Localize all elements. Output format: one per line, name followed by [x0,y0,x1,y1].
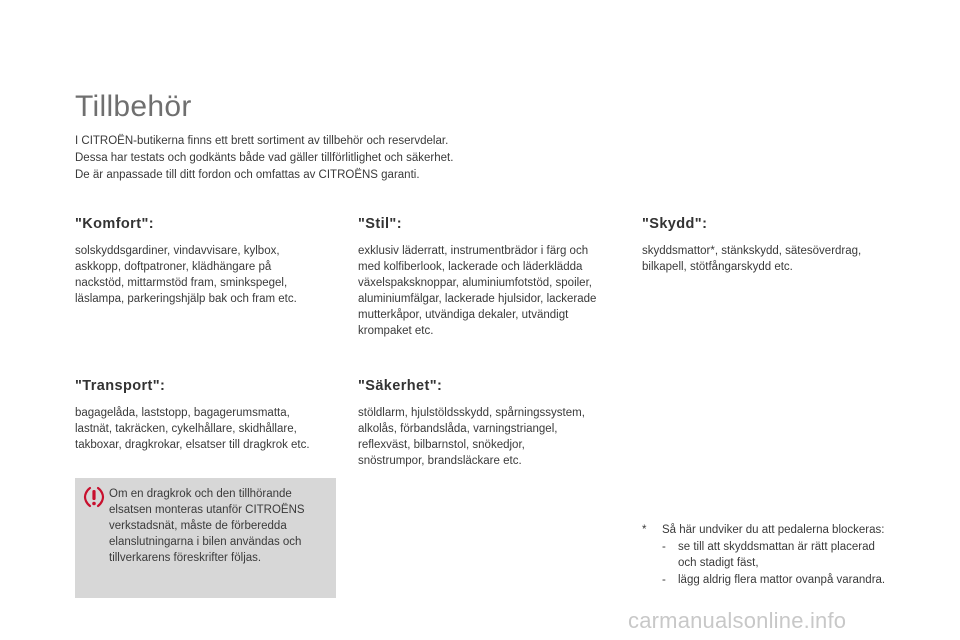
section-line: takboxar, dragkrokar, elsatser till dragkrok etc. [75,439,310,451]
footnote [642,522,885,588]
section-line: askkopp, doftpatroner, klädhängare på [75,261,272,273]
section-heading: "Komfort": [75,216,154,232]
section-heading: "Transport": [75,378,166,394]
footnote-dash: - [662,573,666,586]
section-heading: "Säkerhet": [358,378,443,394]
intro-paragraph [75,133,545,184]
section-line: nackstöd, mittarmstöd fram, sminkspegel, [75,277,288,289]
footnote-item-line: och stadigt fäst, [678,557,759,569]
section-line: mutterkåpor, utvändiga dekaler, utvändigt [358,309,569,321]
footnote-marker: * [642,524,647,536]
intro-line: De är anpassade till ditt fordon och omfattas av CITROËNS garanti. [75,169,420,181]
footnote-text: Så här undviker du att pedalerna blockeras: [662,524,885,536]
intro-line: I CITROËN-butikerna finns ett brett sortiment av tillbehör och reservdelar. [75,135,449,147]
section-line: bagagelåda, laststopp, bagagerumsmatta, [75,407,290,419]
section-line: exklusiv läderratt, instrumentbrädor i färg och [358,245,589,257]
section-stil [358,216,596,339]
section-line: aluminiumfälgar, lackerade hjulsidor, lackerade [358,293,597,305]
warning-line: elanslutningarna i bilen användas och [109,536,302,548]
warning-box [75,478,336,598]
section-line: med kolfiberlook, lackerade och läderklädda [358,261,583,273]
section-line: reflexväst, bilbarnstol, snökedjor, [358,439,525,451]
warning-exclamation-icon [83,486,105,508]
section-heading: "Stil": [358,216,402,232]
section-komfort [75,216,297,307]
footnote-dash: - [662,540,666,553]
page-title: Tillbehör [75,90,192,123]
footnote-item-line: lägg aldrig flera mattor ovanpå varandra. [678,573,886,586]
section-line: läslampa, parkeringshjälp bak och fram etc. [75,293,297,305]
section-transport [75,378,310,453]
watermark-text: carmanualsonline.info [628,608,847,633]
warning-line: elsatsen monteras utanför CITROËNS [109,504,305,516]
section-line: växelspaksknoppar, aluminiumfotstöd, spoiler, [358,277,592,289]
section-line: alkolås, förbandslåda, varningstriangel, [358,423,558,435]
section-sakerhet [358,378,585,469]
intro-line: Dessa har testats och godkänts både vad gäller tillförlitlighet och säkerhet. [75,152,454,164]
section-heading: "Skydd": [642,216,708,232]
footnote-item-line: se till att skyddsmattan är rätt placerad [678,540,875,553]
section-line: lastnät, takräcken, cykelhållare, skidhållare, [75,423,297,435]
section-line: krompaket etc. [358,325,434,337]
warning-line: tillverkarens föreskrifter följas. [109,552,262,564]
warning-line: verkstadsnät, måste de förberedda [109,520,287,532]
warning-line: Om en dragkrok och den tillhörande [109,488,292,500]
section-line: stöldlarm, hjulstöldsskydd, spårningssystem, [358,407,585,419]
section-line: snöstrumpor, brandsläckare etc. [358,455,522,467]
section-line: solskyddsgardiner, vindavvisare, kylbox, [75,245,280,257]
section-line: bilkapell, stötfångarskydd etc. [642,261,793,273]
section-line: skyddsmattor*, stänkskydd, sätesöverdrag, [642,245,862,257]
section-skydd [642,216,861,275]
